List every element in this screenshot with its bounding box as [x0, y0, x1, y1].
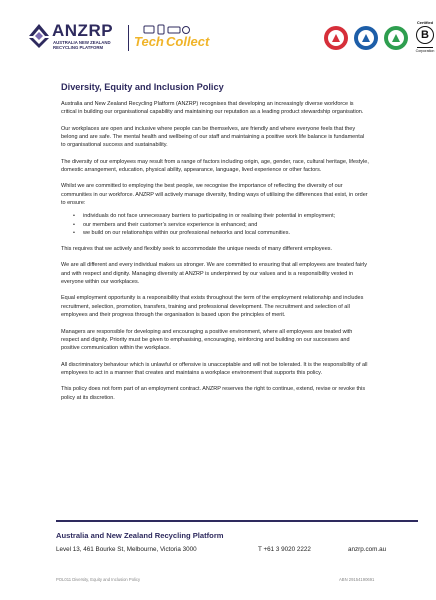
triangle-icon — [361, 33, 371, 43]
document-title: Diversity, Equity and Inclusion Policy — [61, 82, 224, 92]
footer-website: anzrp.com.au — [348, 546, 387, 553]
bcorp-corporation-label: Corporation — [415, 49, 435, 53]
ensure-list — [61, 212, 369, 237]
abn-number: ABN 29154190691 — [339, 577, 375, 582]
body-paragraph: This policy does not form part of an employment contract. ANZRP reserves the right to continue, extend, revise or revoke this policy at its discretion. — [61, 386, 366, 401]
body-paragraph: The diversity of our employees may result from a range of factors including origin, age, gender, race, cultural heritage, lifestyle, domestic arrangement, education, physical ability, appearance, language, lived experience or other factors. — [61, 158, 369, 174]
body-paragraph: Our workplaces are open and inclusive where people can be themselves, are friendly and where everyone feels that they belong and are safe. The mental health and wellbeing of our staff and maintaining a positive work life balance is fundamental to organisational success and sustainability. — [61, 125, 365, 149]
list-item: • individuals do not face unnecessary barriers to participating in or realising their potential in employment; — [73, 212, 369, 220]
footer-divider — [56, 520, 418, 522]
anzrp-wordmark: ANZRP — [52, 21, 114, 40]
techcollect-collect-text: Collect — [166, 34, 210, 49]
footer-organisation: Australia and New Zealand Recycling Platform — [56, 531, 224, 540]
body-paragraph: Australia and New Zealand Recycling Platform (ANZRP) recognises that developing an increasingly diverse workforce is critical in building our organisational capability and maintaining our reputation as a leading product stewardship organisation. — [61, 101, 364, 116]
techcollect-logo — [134, 24, 210, 54]
blue-certification-badge — [354, 26, 378, 50]
list-item: • we build on our relationships within our professional networks and local communities. — [73, 229, 369, 237]
list-item: • our members and their customer’s service experience is enhanced; and — [73, 221, 369, 229]
page-header — [28, 20, 435, 54]
bcorp-rule — [417, 47, 433, 48]
anzrp-mark-icon — [28, 23, 50, 49]
footer-address: Level 13, 461 Bourke St, Melbourne, Victoria 3000 — [56, 546, 197, 553]
footer-phone: T +61 3 9020 2222 — [258, 546, 311, 553]
bcorp-circle — [416, 26, 434, 44]
body-paragraph: All discriminatory behaviour which is unlawful or offensive is unacceptable and will not be tolerated. It is the responsibility of all employees to act in a manner that creates and maintains a workplace environment that supports this policy. — [61, 361, 368, 376]
anzrp-tagline: AUSTRALIA NEW ZEALAND RECYCLING PLATFORM — [53, 40, 111, 50]
bcorp-letter: B — [421, 29, 429, 41]
document-body — [61, 100, 369, 410]
triangle-icon — [331, 33, 341, 43]
logo-divider — [128, 25, 129, 51]
bcorp-badge — [414, 20, 436, 54]
body-paragraph: We are all different and every individual makes us stronger. We are committed to ensuring that all employees are treated fairly and with respect and dignity. Managing diversity at ANZRP is underpinned by our values and is a responsibility vested in everyone within our workplaces. — [61, 262, 368, 286]
body-paragraph: Managers are responsible for developing and encouraging a positive environment, where all employees are treated with respect and dignity. Priority must be given to emphasising, encouraging, reinforcing and building on our successes and positive communication within the workplace. — [61, 328, 353, 352]
anzrp-logo — [28, 22, 124, 52]
certification-badges — [324, 22, 436, 54]
bcorp-certified-label: Certified — [416, 20, 434, 25]
document-reference: POL011 Diversity, Equity and Inclusion Policy — [56, 577, 141, 582]
body-paragraph: This requires that we actively and flexibly seek to accommodate the unique needs of many different employees. — [61, 246, 333, 253]
techcollect-tech-text: Tech — [134, 34, 164, 49]
body-paragraph: Equal employment opportunity is a responsibility that exists throughout the term of the employment relationship and includes recruitment, selection, promotion, transfers, training and professional development. The recruitment and selection of all employees and their progress through the organisation is based upon the principles of merit. — [61, 295, 364, 319]
green-certification-badge — [384, 26, 408, 50]
red-certification-badge — [324, 26, 348, 50]
body-paragraph: Whilst we are committed to employing the best people, we recognise the importance of reflecting the diversity of our communities in our workforce. ANZRP will actively manage diversity, finding ways of utilising the differences that exist, in order to ensure: — [61, 183, 368, 207]
triangle-icon — [391, 33, 401, 43]
